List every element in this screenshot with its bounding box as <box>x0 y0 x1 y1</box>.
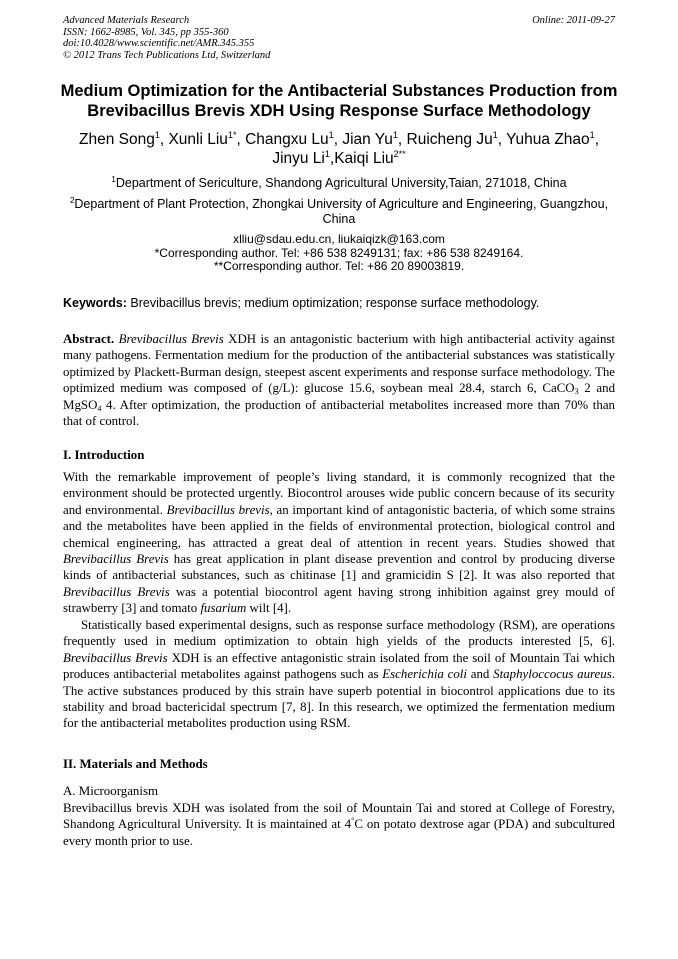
journal-header <box>63 15 270 61</box>
section-heading-materials-methods: II. Materials and Methods <box>63 757 208 771</box>
issn-line: ISSN: 1662-8985, Vol. 345, pp 355-360 <box>63 26 229 38</box>
microorganism-paragraph: Brevibacillus brevis XDH was isolated from the soil of Mountain Tai and stored at College of Forestry, Shandong Agricultural University. It is maintained at 4°C on potato dextrose agar (PDA) and subcultured every month prior to use. <box>63 801 615 848</box>
copyright-line: © 2012 Trans Tech Publications Ltd, Switzerland <box>63 49 271 61</box>
author: Jian Yu$^1$ <box>342 130 398 148</box>
section-heading-introduction: I. Introduction <box>63 448 145 462</box>
abstract: Abstract. Brevibacillus Brevis XDH is an antagonistic bacterium with high antibacterial activity against many pathogens. Fermentation medium for the production of the antibacterial substances was statistically optimized by Plackett-Burman design, steepest ascent experiments and response surface methodology. The optimized medium was composed of (g/L): glucose 15.6, soybean meal 28.4, starch 6, CaCO$_3$ 2 and MgSO$_4$ 4. After optimization, the production of antibacterial metabolites increased more than 70% than that of control. <box>63 332 616 429</box>
author: Changxu Lu$^1$ <box>245 130 334 148</box>
journal-name: Advanced Materials Research <box>63 15 190 26</box>
corresponding-author-2: **Corresponding author. Tel: +86 20 89003819. <box>213 259 465 273</box>
intro-paragraph-2: Statistically based experimental designs, such as response surface methodology (RSM), are operations frequently used in medium optimization to obtain high yields of the products interested [5, 6]. Brevibacillus Brevis XDH is an effective antagonistic strain isolated from the soil of Mountain Tai which produces antibacterial metabolites against pathogens such as Escherichia coli and Staphyloccocus aureus. The active substances produced by this strain have superb potential in biocontrol applications due to its stability and broad bactericidal spectrum [7, 8]. In this research, we optimized the fermentation medium for the antibacterial metabolites production using RSM. <box>63 618 616 731</box>
keywords <box>63 296 615 311</box>
contact-info <box>63 233 615 274</box>
author-list: Zhen Song$^1$, Xunli Liu$^{1*}$, Changxu Lu$^1$, Jian Yu$^1$, Ruicheng Ju$^1$, Yuhua Zhao$^1$, Jinyu Li$^1$,Kaiqi Liu$^{2**}$ <box>78 130 599 167</box>
subsection-heading-microorganism: A. Microorganism <box>63 784 158 798</box>
keywords-label: Keywords: <box>63 296 127 310</box>
affiliation-1: $^1$Department of Sericulture, Shandong Agricultural University,Taian, 271018, China <box>111 175 567 190</box>
author: Jinyu Li$^1$ <box>272 149 330 167</box>
online-date: Online: 2011-09-27 <box>532 15 615 26</box>
author: Yuhua Zhao$^1$ <box>506 130 595 148</box>
affiliation-2: $^2$Department of Plant Protection, Zhongkai University of Agriculture and Engineering, Guangzhou, China <box>69 196 609 226</box>
title-line-1: Medium Optimization for the Antibacterial Substances Production from <box>60 82 618 100</box>
author: Kaiqi Liu$^{2**}$ <box>334 149 406 167</box>
abstract-label: Abstract. <box>63 332 115 346</box>
paper-title <box>50 81 628 121</box>
title-line-2: Brevibacillus Brevis XDH Using Response Surface Methodology <box>87 102 591 120</box>
author: Ruicheng Ju$^1$ <box>406 130 498 148</box>
intro-paragraph-1: With the remarkable improvement of people’s living standard, it is commonly recognized that the environment should be protected urgently. Biocontrol arouses wide public concern because of its security and environmental. Brevibacillus brevis, an important kind of antagonistic bacteria, of which some strains and the metabolites have been applied in the fields of environmental protection, biological control and chemical engineering, has attracted a great deal of attention in recent years. Studies showed that Brevibacillus Brevis has great application in plant disease prevention and control by producing diverse kinds of antibacterial substances, such as chitinase [1] and gramicidin S [2]. It was also reported that Brevibacillus Brevis was a potential biocontrol agent having strong inhibition against grey mould of strawberry [3] and tomato fusarium wilt [4]. <box>63 470 616 616</box>
keywords-text: Brevibacillus brevis; medium optimization; response surface methodology. <box>130 296 540 310</box>
author: Zhen Song$^1$ <box>78 130 160 148</box>
author: Xunli Liu$^{1*}$ <box>168 130 237 148</box>
doi-line: doi:10.4028/www.scientific.net/AMR.345.355 <box>63 38 255 49</box>
corresponding-author-1: *Corresponding author. Tel: +86 538 8249131; fax: +86 538 8249164. <box>154 245 524 260</box>
email-line: xlliu@sdau.edu.cn, liukaiqizk@163.com <box>233 232 445 246</box>
